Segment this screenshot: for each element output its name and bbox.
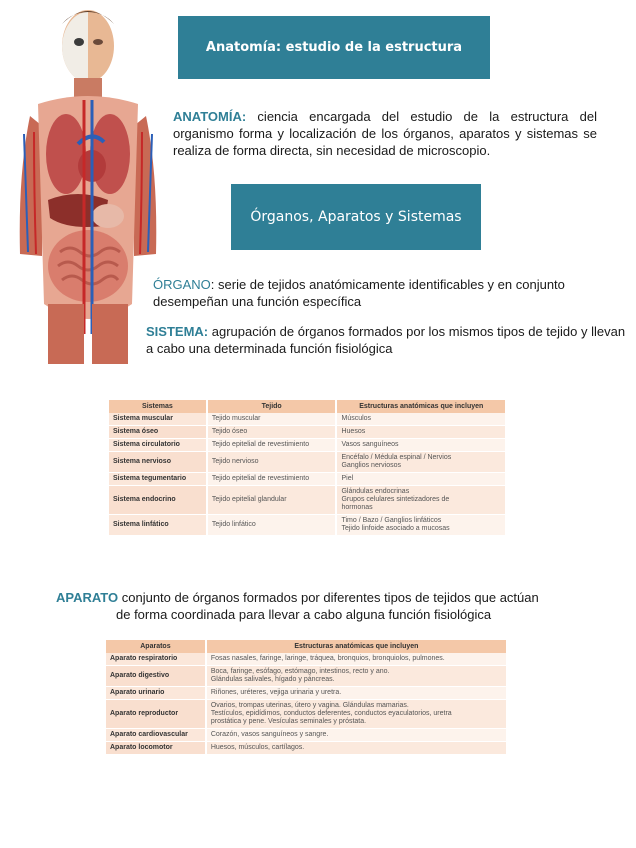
definition-anatomia (173, 108, 597, 159)
table-cell: Aparato reproductor (106, 700, 206, 729)
term-aparato: APARATO (56, 590, 119, 605)
table-header: Sistemas (109, 400, 207, 413)
table-row (106, 700, 507, 729)
table-cell: Sistema nervioso (109, 452, 207, 473)
table-cell: Músculos (336, 413, 506, 426)
table-cell: Encéfalo / Médula espinal / Nervios Ganglios nerviosos (336, 452, 506, 473)
human-anatomy-illustration (8, 4, 164, 364)
table-row (109, 486, 506, 515)
table-cell: Tejido epitelial glandular (207, 486, 337, 515)
main-title-banner (178, 16, 490, 79)
table-cell: Piel (336, 473, 506, 486)
main-title: Anatomía: estudio de la estructura (205, 40, 463, 55)
table-cell: Sistema endocrino (109, 486, 207, 515)
table-header-row (106, 640, 507, 653)
table-row (109, 439, 506, 452)
table-cell: Aparato digestivo (106, 666, 206, 687)
table-cell: Sistema circulatorio (109, 439, 207, 452)
table-cell: Glándulas endocrinas Grupos celulares sintetizadores de hormonas (336, 486, 506, 515)
table-row (109, 413, 506, 426)
definition-aparato-text-1: conjunto de órganos formados por diferentes tipos de tejidos que actúan (118, 590, 539, 605)
table-cell: Aparato locomotor (106, 742, 206, 755)
table-row (106, 666, 507, 687)
definition-sistema-text: agrupación de órganos formados por los mismos tipos de tejido y llevan a cabo una determinada función fisiológica (146, 324, 626, 356)
table-cell: Sistema muscular (109, 413, 207, 426)
table-row (106, 742, 507, 755)
definition-organo (153, 276, 573, 310)
table-row (109, 473, 506, 486)
table-cell: Corazón, vasos sanguíneos y sangre. (206, 729, 507, 742)
table-header: Estructuras anatómicas que incluyen (336, 400, 506, 413)
table-cell: Tejido epitelial de revestimiento (207, 473, 337, 486)
table-cell: Aparato cardiovascular (106, 729, 206, 742)
term-organo: ÓRGANO (153, 277, 211, 292)
table-cell: Ovarios, trompas uterinas, útero y vagina. Glándulas mamarias. Testículos, epidídimos, conductos deferentes, conductos eyaculatorios, uretra prostática y pene. Vesículas seminales y próstata. (206, 700, 507, 729)
table-cell: Vasos sanguíneos (336, 439, 506, 452)
table-cell: Aparato urinario (106, 687, 206, 700)
table-header: Tejido (207, 400, 337, 413)
table-cell: Huesos (336, 426, 506, 439)
table-header-row (109, 400, 506, 413)
table-row (106, 729, 507, 742)
table-cell: Tejido epitelial de revestimiento (207, 439, 337, 452)
table-cell: Sistema tegumentario (109, 473, 207, 486)
table-cell: Tejido óseo (207, 426, 337, 439)
table-row (109, 515, 506, 536)
definition-aparato-text-2: de forma coordinada para llevar a cabo alguna función fisiológica (116, 607, 492, 622)
section-title: Órganos, Aparatos y Sistemas (250, 209, 462, 225)
table-cell: Tejido linfático (207, 515, 337, 536)
table-cell: Boca, faringe, esófago, estómago, intestinos, recto y ano. Glándulas salivales, hígado y páncreas. (206, 666, 507, 687)
table-cell: Timo / Bazo / Ganglios linfáticos Tejido linfoide asociado a mucosas (336, 515, 506, 536)
table-row (106, 687, 507, 700)
table-header: Estructuras anatómicas que incluyen (206, 640, 507, 653)
table-row (109, 426, 506, 439)
definition-anatomia-text: ciencia encargada del estudio de la estructura del organismo forma y localización de los órganos, aparatos y sistemas se realiza de forma directa, sin necesidad de microscopio. (173, 109, 597, 158)
table-row (109, 452, 506, 473)
term-sistema: SISTEMA: (146, 324, 209, 339)
sistemas-table (109, 400, 507, 536)
table-cell: Sistema óseo (109, 426, 207, 439)
table-cell: Aparato respiratorio (106, 653, 206, 666)
table-row (106, 653, 507, 666)
table-cell: Riñones, uréteres, vejiga urinaria y uretra. (206, 687, 507, 700)
table-cell: Tejido muscular (207, 413, 337, 426)
definition-sistema (146, 323, 630, 357)
section-title-banner (231, 184, 481, 250)
table-cell: Tejido nervioso (207, 452, 337, 473)
table-header: Aparatos (106, 640, 206, 653)
term-anatomia: ANATOMÍA: (173, 109, 247, 124)
table-cell: Fosas nasales, faringe, laringe, tráquea, bronquios, bronquiolos, pulmones. (206, 653, 507, 666)
table-cell: Huesos, músculos, cartílagos. (206, 742, 507, 755)
table-cell: Sistema linfático (109, 515, 207, 536)
definition-organo-text: : serie de tejidos anatómicamente identificables y en conjunto desempeñan una función específica (153, 277, 565, 309)
definition-aparato (56, 589, 596, 623)
aparatos-table (106, 640, 508, 755)
